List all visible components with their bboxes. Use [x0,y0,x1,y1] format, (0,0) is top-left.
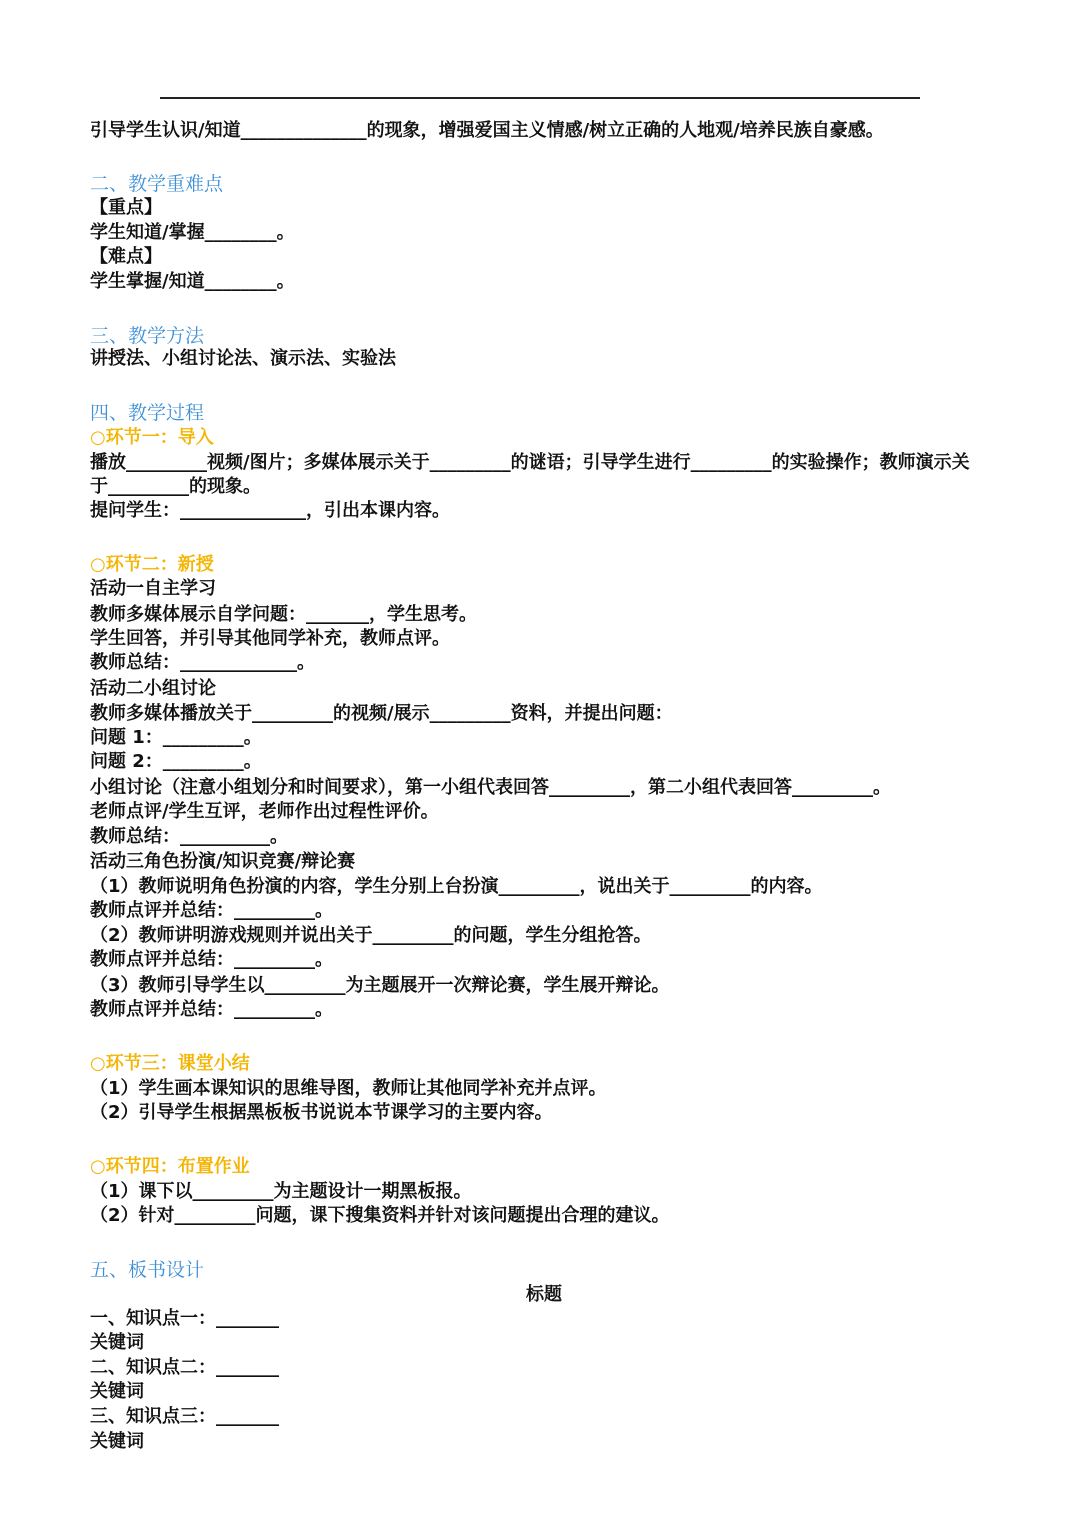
summary-line-1: （1）学生画本课知识的思维导图，教师让其他同学补充并点评。 [90,1078,607,1099]
activity-2-question-1: 问题 1：_________。 [90,727,262,748]
activity-2-line-1: 教师多媒体播放关于_________的视频/展示_________资料，并提出问题： [90,703,673,724]
methods-text: 讲授法、小组讨论法、演示法、实验法 [90,348,396,369]
activity-2-title: 活动二小组讨论 [90,678,216,699]
heading-process: 四、教学过程 [90,402,205,424]
activity-1-line-3: 教师总结：_____________。 [90,652,315,673]
intro-step-line-3: 提问学生：______________，引出本课内容。 [90,500,450,521]
activity-1-title: 活动一自主学习 [90,578,216,599]
knowledge-point-2: 二、知识点二：_______ [90,1357,279,1378]
activity-1-line-2: 学生回答，并引导其他同学补充，教师点评。 [90,628,450,649]
top-divider [160,97,920,99]
summary-line-2: （2）引导学生根据黑板板书说说本节课学习的主要内容。 [90,1102,553,1123]
intro-step-line-2: 于_________的现象。 [90,476,261,497]
activity-2-question-2: 问题 2：_________。 [90,751,262,772]
section-homework-heading: ○环节四：布置作业 [90,1156,250,1177]
section-intro-heading: ○环节一：导入 [90,427,214,448]
section-new-heading: ○环节二：新授 [90,554,214,575]
heading-methods: 三、教学方法 [90,325,205,347]
key-point-tag: 【重点】 [90,197,162,218]
activity-1-line-1: 教师多媒体展示自学问题：_______，学生思考。 [90,604,477,625]
activity-3-line-1: （1）教师说明角色扮演的内容，学生分别上台扮演_________，说出关于_________的内容。 [90,876,823,897]
keyword-2: 关键词 [90,1381,144,1402]
board-title: 标题 [526,1284,562,1305]
activity-3-line-5: （3）教师引导学生以_________为主题展开一次辩论赛，学生展开辩论。 [90,975,670,996]
heading-key-points: 二、教学重难点 [90,173,224,195]
knowledge-point-3: 三、知识点三：_______ [90,1406,279,1427]
activity-3-line-4: 教师点评并总结：_________。 [90,949,333,970]
section-summary-heading: ○环节三：课堂小结 [90,1053,250,1074]
activity-2-line-2: 小组讨论（注意小组划分和时间要求），第一小组代表回答_________，第二小组代表回答_________。 [90,777,891,798]
difficulty-tag: 【难点】 [90,246,162,267]
activity-2-line-4: 教师总结：__________。 [90,826,288,847]
keyword-3: 关键词 [90,1431,144,1452]
key-point-text: 学生知道/掌握________。 [90,222,295,243]
homework-line-2: （2）针对_________问题，课下搜集资料并针对该问题提出合理的建议。 [90,1205,670,1226]
activity-3-line-2: 教师点评并总结：_________。 [90,900,333,921]
activity-3-line-6: 教师点评并总结：_________。 [90,999,333,1020]
intro-step-line-1: 播放_________视频/图片；多媒体展示关于_________的谜语；引导学生进行_________的实验操作；教师演示关 [90,452,970,473]
keyword-1: 关键词 [90,1332,144,1353]
activity-2-line-3: 老师点评/学生互评，老师作出过程性评价。 [90,801,439,822]
heading-board-design: 五、板书设计 [90,1259,205,1281]
knowledge-point-1: 一、知识点一：_______ [90,1308,279,1329]
activity-3-line-3: （2）教师讲明游戏规则并说出关于_________的问题，学生分组抢答。 [90,925,652,946]
activity-3-title: 活动三角色扮演/知识竞赛/辩论赛 [90,851,356,872]
homework-line-1: （1）课下以_________为主题设计一期黑板报。 [90,1181,472,1202]
difficulty-text: 学生掌握/知道________。 [90,271,295,292]
intro-line: 引导学生认识/知道______________的现象，增强爱国主义情感/树立正确的人地观/培养民族自豪感。 [90,120,884,141]
